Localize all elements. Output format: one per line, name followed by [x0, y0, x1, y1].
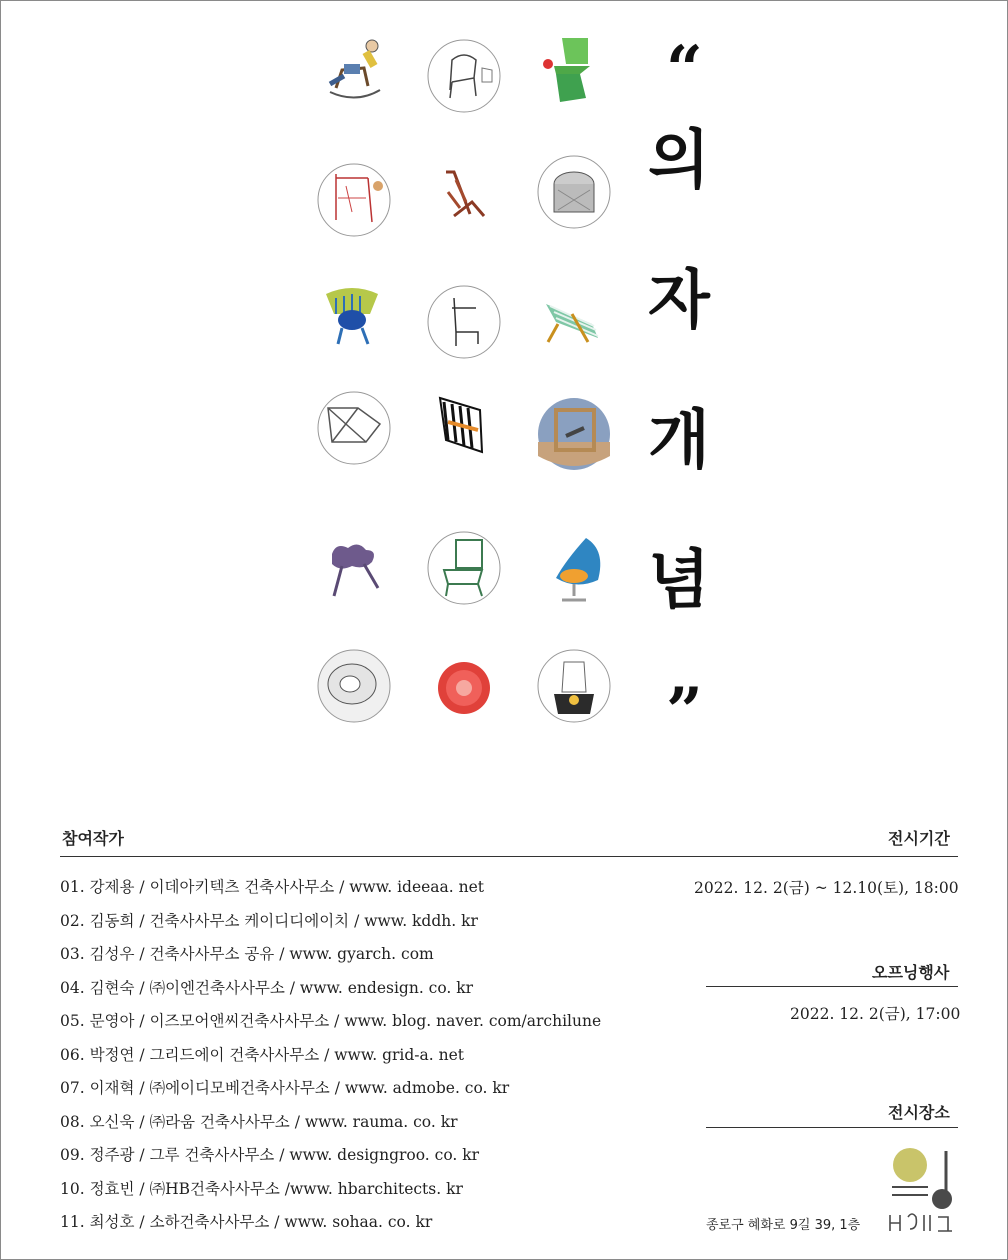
pencil-pod-chair-circle-icon — [316, 648, 392, 724]
green-zigzag-chair-icon — [536, 34, 612, 110]
title-char-2: 자 — [648, 264, 710, 338]
chair-sketch-circle-icon — [426, 38, 502, 114]
participant-item: 02. 김동희 / 건축사사무소 케이디디에이치 / www. kddh. kr — [60, 911, 478, 930]
participant-item: 09. 정주광 / 그루 건축사사무소 / www. designgroo. co. kr — [60, 1146, 480, 1164]
title-char-4: 념 — [648, 544, 710, 618]
title-open-quote: “ — [666, 32, 703, 107]
venue-logo — [884, 1145, 964, 1237]
frame-chair-sketch-circle-icon — [426, 284, 502, 360]
blue-egg-chair-icon — [536, 530, 612, 606]
red-flower-chair-icon — [426, 648, 502, 724]
geometric-chair-sketch-circle-icon — [316, 390, 392, 466]
participant-item: 07. 이재혁 / ㈜에이디모베건축사사무소 / www. admobe. co. kr — [60, 1079, 510, 1097]
rocking-chair-person-icon — [316, 34, 392, 110]
period-value: 2022. 12. 2(금) ~ 12.10(토), 18:00 — [694, 879, 959, 897]
participant-item: 08. 오신욱 / ㈜라움 건축사사무소 / www. rauma. co. kr — [60, 1112, 458, 1131]
striped-deck-chair-icon — [536, 284, 612, 360]
blue-green-windsor-chair-icon — [316, 284, 392, 360]
green-lounge-chair-circle-icon — [426, 530, 502, 606]
chair-illustration-grid — [314, 34, 614, 734]
participant-item: 03. 김성우 / 건축사사무소 공유 / www. gyarch. com — [60, 945, 434, 963]
top-divider — [60, 856, 958, 857]
venue-address: 종로구 혜화로 9길 39, 1층 — [706, 1218, 861, 1233]
opening-heading: 오프닝행사 — [872, 963, 950, 982]
participants-heading: 참여작가 — [62, 829, 124, 848]
opening-value: 2022. 12. 2(금), 17:00 — [790, 1005, 961, 1023]
exhibition-title — [640, 30, 730, 749]
purple-blob-stool-icon — [316, 534, 392, 610]
title-close-quote: ” — [666, 674, 703, 749]
red-folding-chair-icon — [426, 162, 502, 238]
venue-heading: 전시장소 — [888, 1103, 950, 1122]
participant-item: 04. 김현숙 / ㈜이엔건축사사무소 / www. endesign. co. kr — [60, 978, 474, 997]
participant-item: 11. 최성호 / 소하건축사사무소 / www. sohaa. co. kr — [60, 1213, 433, 1231]
participant-item: 05. 문영아 / 이즈모어앤씨건축사사무소 / www. blog. naver. com/archilune — [60, 1012, 602, 1030]
title-char-1: 의 — [648, 124, 710, 198]
venue-divider — [706, 1127, 958, 1128]
participant-item: 06. 박정연 / 그리드에이 건축사사무소 / www. grid-a. net — [60, 1045, 465, 1064]
period-heading: 전시기간 — [888, 829, 950, 848]
wire-chair-circle-icon — [536, 154, 612, 230]
black-white-striped-chair-icon — [426, 390, 502, 466]
chair-drawing-red-circle-icon — [316, 162, 392, 238]
title-char-3: 개 — [648, 404, 710, 478]
participant-list — [60, 872, 680, 1241]
opening-divider — [706, 986, 958, 987]
participant-item: 10. 정효빈 / ㈜HB건축사사무소 /www. hbarchitects. kr — [60, 1179, 463, 1198]
collage-chair-circle-icon — [536, 648, 612, 724]
photo-frame-chair-circle-icon — [536, 396, 612, 472]
participant-item: 01. 강제용 / 이데아키텍츠 건축사사무소 / www. ideeaa. net — [60, 878, 485, 896]
